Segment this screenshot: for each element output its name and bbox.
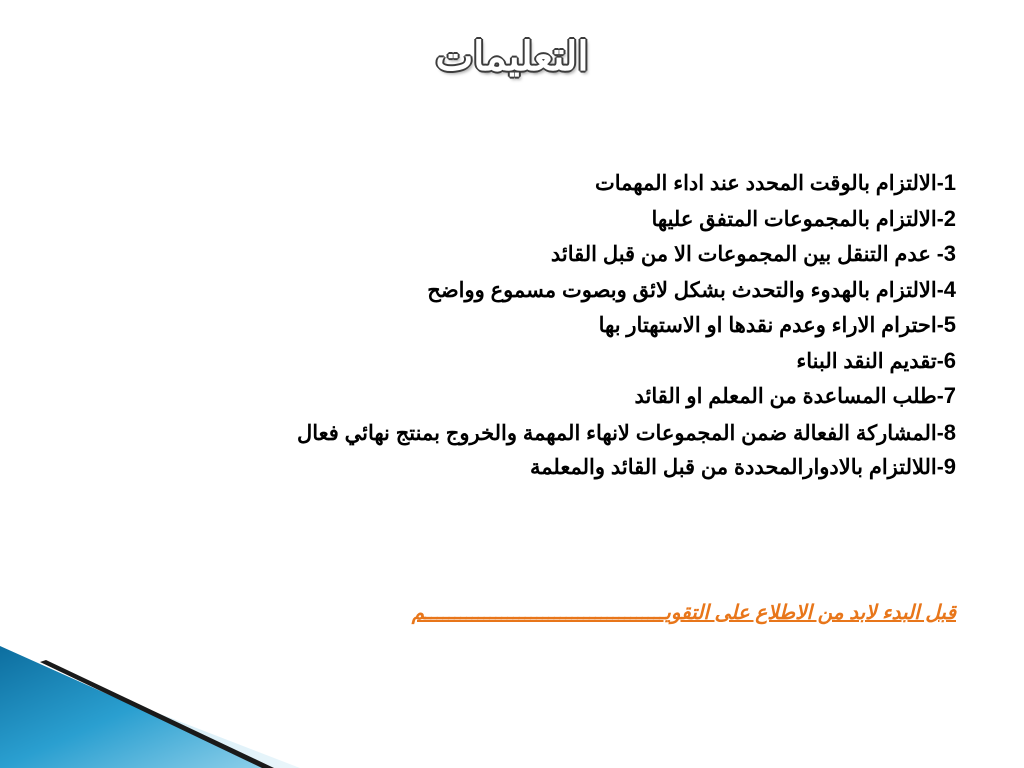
item-number: 3 — [943, 241, 956, 266]
instructions-list — [86, 166, 956, 485]
list-item — [86, 450, 956, 486]
item-number: 9 — [943, 453, 956, 479]
item-number: 5 — [943, 312, 956, 337]
list-item — [86, 237, 956, 273]
list-item — [86, 273, 956, 309]
item-text: -الالتزام بالوقت المحدد عند اداء المهمات — [595, 172, 944, 195]
item-number: 8 — [943, 419, 956, 445]
item-text: -تقديم النقد البناء — [796, 349, 944, 373]
deco-light-band — [0, 652, 300, 768]
item-text: -احترام الاراء وعدم نقدها او الاستهتار بها — [598, 314, 944, 337]
deco-blue-wedge — [0, 646, 272, 768]
slide-title: التعليمات — [435, 35, 589, 79]
evaluation-note: قبل البدء لابد من الاطلاع على التقويـــــــــــــــــــــــــــــــــــــــــم — [411, 602, 956, 624]
item-number: 1 — [943, 170, 956, 195]
list-item — [86, 308, 956, 344]
list-item — [86, 166, 956, 202]
list-item — [86, 202, 956, 238]
list-item — [86, 344, 956, 380]
list-item — [86, 379, 956, 415]
item-text: -الالتزام بالمجموعات المتفق عليها — [651, 207, 944, 231]
item-number: 4 — [943, 276, 956, 302]
item-text: -طلب المساعدة من المعلم او القائد — [634, 385, 944, 408]
item-text: -الالتزام بالهدوء والتحدث بشكل لائق وبصوت مسموع وواضح — [427, 278, 944, 302]
item-number: 6 — [943, 347, 956, 373]
item-text: -اللالتزام بالادوارالمحددة من قبل القائد والمعلمة — [530, 455, 944, 479]
item-number: 7 — [943, 383, 956, 408]
item-text: - عدم التنقل بين المجموعات الا من قبل القائد — [550, 243, 944, 266]
item-text: -المشاركة الفعالة ضمن المجموعات لانهاء المهمة والخروج بمنتج نهائي فعال — [296, 421, 944, 445]
deco-dark-stripe — [40, 660, 274, 768]
item-number: 2 — [943, 205, 956, 231]
list-item — [86, 415, 956, 450]
